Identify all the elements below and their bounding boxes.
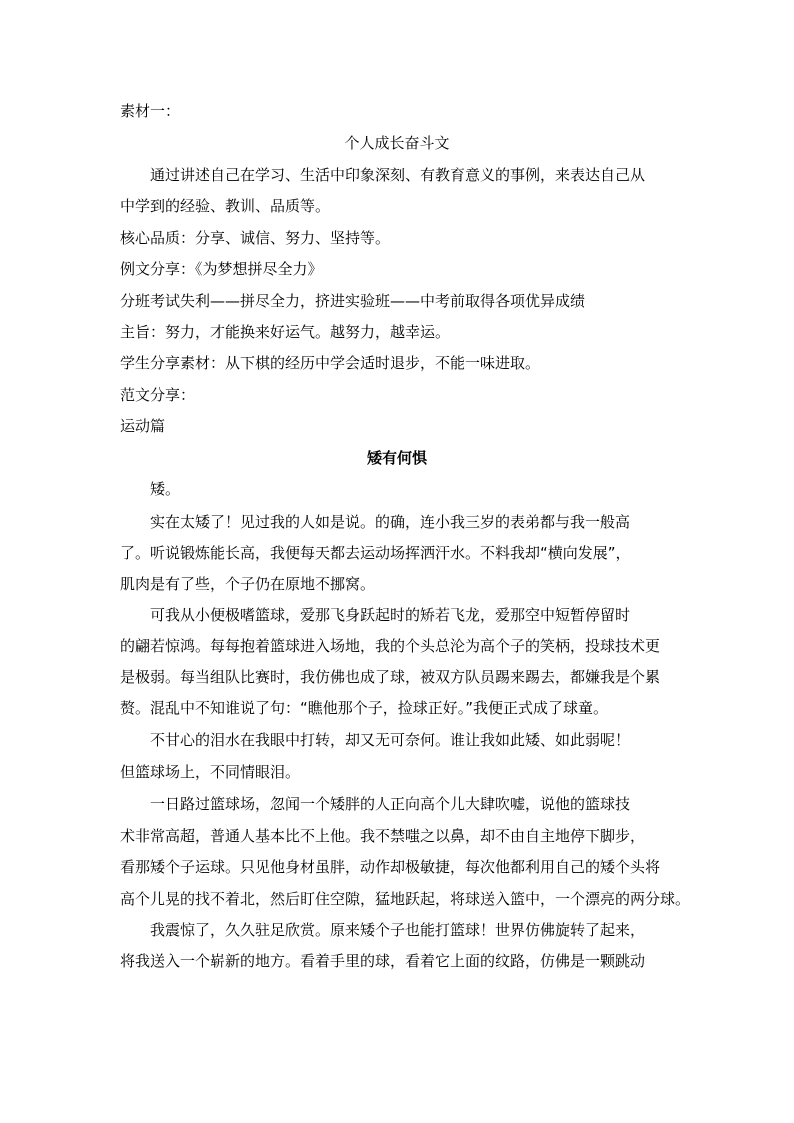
essay-line: 术非常高超，普通人基本比不上他。我不禁嗤之以鼻，却不由自主地停下脚步， — [120, 827, 646, 845]
essay-line: 矮。 — [150, 480, 181, 498]
essay-line: 实在太矮了！见过我的人如是说。的确，连小我三岁的表弟都与我一般高 — [150, 513, 631, 531]
core-quality: 核心品质：分享、诚信、努力、坚持等。 — [120, 229, 391, 247]
essay-line: 的翩若惊鸿。每每抱着篮球进入场地，我的个头总沦为高个子的笑柄，投球技术更 — [120, 637, 661, 655]
theme: 主旨：努力，才能换来好运气。越努力，越幸运。 — [120, 323, 451, 341]
essay-line: 赘。混乱中不知谁说了句：“瞧他那个子，捡球正好。”我便正式成了球童。 — [120, 699, 609, 717]
essay-line: 肌肉是有了些，个子仍在原地不挪窝。 — [120, 575, 376, 593]
intro-line-2: 中学到的经验、教训、品质等。 — [120, 197, 331, 215]
material-label: 素材一： — [120, 102, 181, 120]
essay-line: 我震惊了，久久驻足欣赏。原来矮个子也能打篮球！世界仿佛旋转了起来， — [150, 921, 646, 939]
student-material: 学生分享素材：从下棋的经历中学会适时退步，不能一味进取。 — [120, 354, 541, 372]
intro-line-1: 通过讲述自己在学习、生活中印象深刻、有教育意义的事例，来表达自己从 — [150, 166, 646, 184]
section-title: 个人成长奋斗文 — [344, 134, 450, 152]
essay-line: 将我送入一个崭新的地方。看着手里的球，看着它上面的纹路，仿佛是一颗跳动 — [120, 952, 646, 970]
essay-line: 一日路过篮球场，忽闻一个矮胖的人正向高个儿大肆吹嘘，说他的篮球技 — [150, 795, 631, 813]
essay-line: 但篮球场上，不同情眼泪。 — [120, 763, 301, 781]
example-share: 例文分享：《为梦想拼尽全力》 — [120, 260, 323, 278]
essay-line: 了。听说锻炼能长高，我便每天都去运动场挥洒汗水。不料我却“横向发展”， — [120, 544, 631, 562]
example-outline: 分班考试失利——拼尽全力，挤进实验班——中考前取得各项优异成绩 — [120, 292, 586, 310]
essay-line: 可我从小便极嗜篮球，爱那飞身跃起时的矫若飞龙，爱那空中短暂停留时 — [150, 606, 631, 624]
category: 运动篇 — [120, 417, 166, 435]
essay-line: 是极弱。每当组队比赛时，我仿佛也成了球，被双方队员踢来踢去，都嫌我是个累 — [120, 668, 661, 686]
essay-line: 高个儿晃的找不着北，然后盯住空隙，猛地跃起，将球送入篮中，一个漂亮的两分球。 — [120, 890, 691, 908]
essay-line: 不甘心的泪水在我眼中打转，却又无可奈何。谁让我如此矮、如此弱呢！ — [150, 731, 631, 749]
essay-line: 看那矮个子运球。只见他身材虽胖，动作却极敏捷，每次他都利用自己的矮个头将 — [120, 858, 661, 876]
model-essay-label: 范文分享： — [120, 386, 196, 404]
essay-title: 矮有何惧 — [366, 449, 427, 467]
